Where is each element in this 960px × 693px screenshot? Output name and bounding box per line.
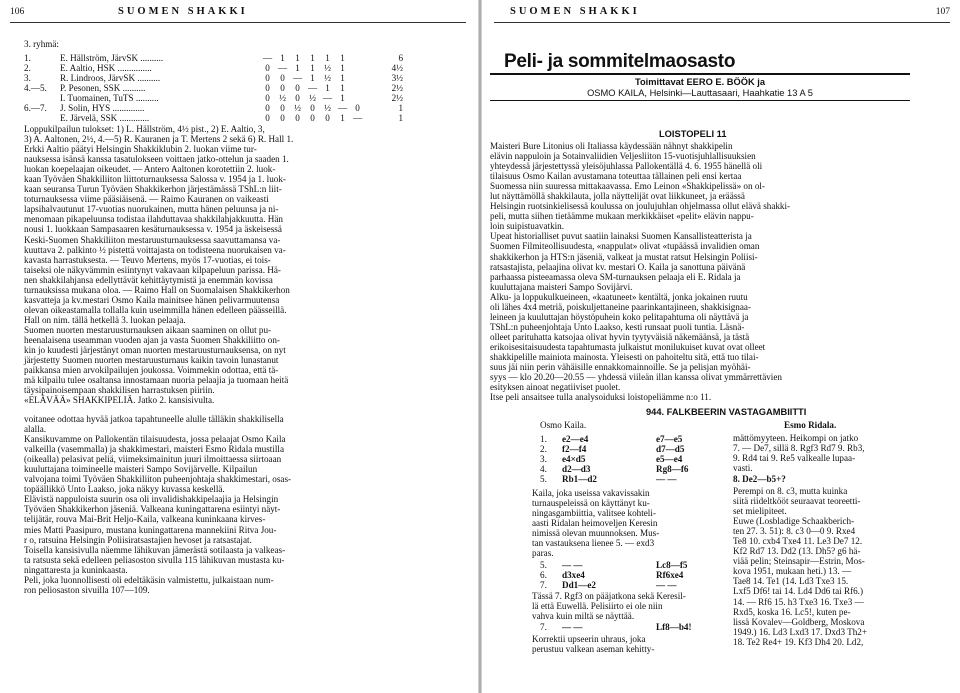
text-line: Loppukilpailun tulokset: 1) L. Hällström, 4½ pist., 2) E. Aaltio, 3, (24, 124, 265, 134)
player-total: 4½ (391, 63, 403, 74)
text-line: nimissä olevan muunnoksen. Mus- (532, 528, 660, 539)
result-cell: — (277, 63, 288, 74)
group-title: 3. ryhmä: (24, 39, 59, 49)
text-line: Helsingin ruotsinkielisessä koulussa on joulujuhlan ohjelmassa ollut elävä shakki- (490, 201, 791, 212)
result-cell: 0 (265, 63, 270, 74)
text-line: täysipainoisempaan shakkilisen harrastuksen piiriin. (24, 385, 215, 396)
table-row (24, 53, 403, 63)
result-cell: 1 (340, 53, 345, 63)
text-line: shakkipelille mainiota mainosta. Yleisesti on pahoiteltu sitä, että tuo tilai- (490, 351, 759, 362)
text-line: siitä riideltkööt seuraavat teoreetti- (733, 496, 861, 507)
result-cell: 0 (265, 113, 270, 124)
text-line: kaan seuransa Turun Työväen Shakkikerhon järjestämässä TShL:n liit- (24, 184, 282, 195)
text-line: lapsihalvautunut 17-vuotias nuorukainen, mutta hänen peluunsa ja ni- (24, 204, 279, 215)
masthead-rule (490, 100, 910, 101)
white-move: e4×d5 (562, 454, 586, 465)
move-8: 8. De2—b5+? (733, 474, 786, 484)
result-cell: 1 (310, 53, 315, 63)
result-cell: 0 (310, 113, 315, 124)
player-name: E. Järvelä, SSK ............. (60, 113, 150, 124)
move-number: 4. (540, 464, 547, 475)
text-line: set mielipiteet. (733, 506, 787, 517)
text-line: Suomen nuorten mestaruusturnauksen aikaan saaminen on ollut pu- (24, 324, 272, 335)
move-number: 2. (540, 444, 547, 455)
text-line: tan vastauksena lienee 5. — exd3 (532, 538, 655, 549)
move-row (540, 570, 716, 580)
text-line: 7. — De7, sillä 8. Rgf3 Rd7 9. Rb3, (733, 443, 865, 454)
black-move: e7—e5 (656, 434, 683, 444)
black-move: Lf8—b4! (656, 622, 692, 632)
text-line: lut näyttämöllä shakkilauta, jolla näyttelijät ovat liikkuneet, ja eräässä (490, 191, 745, 202)
move-row (540, 464, 716, 474)
player-name: P. Pesonen, SSK .......... (60, 83, 146, 94)
move-number: 3. (540, 454, 547, 465)
text-line: kavasta harrastuksesta. — Teuvo Mertens, myös 17-vuotias, ei tois- (24, 254, 271, 265)
text-line: Toisella kansisivulla näemme lähikuvan jämerästä sotilaasta ja valkeas- (24, 544, 286, 555)
text-line: topäällikkö Unto Laakso, joka näkyy kuvassa keskellä. (24, 484, 225, 495)
text-line: Tae8 14. Te1 (14. Ld3 Txe3 15. (733, 576, 849, 587)
black-player: Esmo Ridala. (784, 420, 837, 430)
text-line: turnauksissa mukana oloa. — Raimo Hall on Suomalaisen Shakkikerhon (24, 284, 290, 295)
result-cell: ½ (324, 103, 331, 114)
game-notes (532, 634, 722, 654)
text-line: valkeilla (vasemmalla) ja shakkimestari, maisteri Esmo Ridala mustilla (24, 444, 284, 455)
result-cell: 1 (325, 53, 330, 63)
text-line: 9. Rd4 tai 9. Re5 valkealle lupaa- (733, 453, 856, 464)
text-line: ten 27. 3. 51): 8. c3 0—0 9. Rxe4 (733, 526, 856, 537)
move-row (540, 474, 716, 484)
player-total: 2½ (391, 83, 403, 94)
result-cell: 0 (280, 73, 285, 84)
result-cell: 0 (265, 93, 270, 104)
game-heading: 944. FALKBEERIN VASTAGAMBIITTI (646, 407, 807, 417)
player-total: 1 (398, 103, 403, 114)
move-row (540, 454, 716, 464)
right-page (484, 0, 960, 693)
result-cell: 1 (310, 73, 315, 84)
standings-table (24, 53, 403, 123)
text-line: kuuluttajana maisteri Sampo Sovijärvi. (490, 281, 633, 292)
white-move: d2—d3 (562, 464, 591, 475)
result-cell (350, 53, 365, 63)
result-cell (350, 83, 365, 93)
result-cell: 1 (340, 63, 345, 74)
table-row (24, 93, 403, 103)
text-line: tilaisuus Osmo Kailan avustamana toteuttaa tällainen peli ensi kertaa (490, 171, 742, 182)
move-row (540, 560, 716, 570)
page-number: 106 (10, 7, 25, 17)
text-line: nousi 1. luokkaan Sampasaaren kesäturnauksessa v. 1954 ja äskeisessä (24, 224, 282, 235)
text-line: turnauspeleissä on käyttänyt ku- (532, 498, 650, 509)
text-line: Itse peli ansaitsee tulla analysoiduksi loistopeliämme n:o 11. (490, 392, 712, 403)
text-line: ningasgambiittia, valitsee kohteli- (532, 508, 656, 519)
result-cell: ½ (279, 93, 286, 104)
move-number: 1. (540, 434, 547, 444)
right-page-header (484, 0, 960, 24)
result-cell: 0 (355, 103, 360, 114)
text-line: Erkki Aaltio päätyi Helsingin Shakkiklubin 2. luokan viime tur- (24, 144, 257, 155)
result-cell: 0 (295, 83, 300, 94)
text-line: ratsastajista, pelaajina olivat kv. mestari O. Kaila ja sanottuna päivänä (490, 261, 746, 272)
text-line: telijätär, rouva Mai-Brit Heljo-Kaila, valkeana kuninkaana kirves- (24, 514, 266, 525)
table-row (24, 103, 403, 113)
text-line: paras. (532, 548, 554, 559)
analysis-notes (733, 486, 955, 647)
text-line: toturnauksessa viime pääsiäisenä. — Raimo Kauranen on vaikeasti (24, 194, 269, 205)
white-move: Rb1—d2 (562, 474, 597, 485)
result-cell: 1 (310, 63, 315, 74)
black-move: — — (656, 580, 677, 591)
black-move: — — (656, 474, 677, 485)
result-cell: 1 (340, 73, 345, 84)
text-line: perustuu valkean aseman kehitty- (532, 644, 655, 655)
game-notes (532, 488, 722, 558)
game-moves (540, 622, 716, 632)
result-cell: — (337, 103, 348, 114)
text-line: mättömyyteen. Heikompi on jatko (733, 433, 859, 443)
result-cell: 0 (265, 83, 270, 94)
result-cell (350, 73, 365, 83)
player-total: 6 (398, 53, 403, 63)
result-cell: 1 (280, 53, 285, 63)
white-move: — — (562, 622, 583, 632)
move-number: 6. (540, 570, 547, 581)
text-line: kin jo kuudesti järjestänyt oman nuorten mestaruusturnauksensa, on nyt (24, 345, 286, 356)
header-rule (494, 22, 950, 23)
table-row (24, 83, 403, 93)
text-line: luokan koepelaajan oikeudet. — Antero Aaltonen korotettiin 2. luok- (24, 164, 276, 175)
section-heading: «ELÄVÄÄ» SHAKKIPELIÄ. Jatko 2. kansisivulta. (24, 395, 215, 405)
header-rule (10, 22, 466, 23)
game-moves (540, 434, 716, 484)
player-name: I. Tuomainen, TuTS .......... (60, 93, 159, 104)
black-move: Lc8—f5 (656, 560, 688, 570)
text-line: Maisteri Bure Litonius oli Italiassa käydessään nähnyt shakkipelin (490, 141, 733, 151)
book-spine (478, 0, 482, 693)
result-cell (350, 63, 365, 73)
result-cell: — (322, 93, 333, 104)
white-move: Dd1—e2 (562, 580, 596, 591)
text-line: nen shakkilahjansa edellyttävät kehittäytymistä ja enemmän kovissa (24, 274, 273, 285)
table-row (24, 73, 403, 83)
text-line: Kansikuvamme on Pallokentän tilaisuudesta, jossa pelaajat Osmo Kaila (24, 434, 286, 445)
text-line: ta ratsusta sekä edelleen peliasoston sivulla 115 lähikuvan mustasta ku- (24, 554, 285, 565)
text-line: syys — klo 20.20—20.55 — yhdessä viileän illan kanssa olivat ymmärrettävien (490, 372, 782, 383)
move-row (540, 580, 716, 590)
text-line: nauksessa isänsä kanssa tasatulokseen voittaen jatko-ottelun ja saaden 1. (24, 154, 289, 165)
text-line: peli, mutta siihen tietäämme mukaan merkikkäiset «pelit» elävin nappu- (490, 211, 754, 222)
text-line: Kf2 Rd7 13. Dd2 (13. Dh5? g6 hä- (733, 546, 861, 557)
result-cell: 1 (295, 53, 300, 63)
white-move: f2—f4 (562, 444, 587, 455)
result-cell: ½ (324, 63, 331, 74)
result-cell: 0 (265, 73, 270, 84)
text-line: olleet parituhatta katsojaa olivat hyvin tyytyväisiä näkemäänsä, ja tästä (490, 331, 750, 342)
text-line: suus jäi niin perin vähäisille ennakkomainnoille. Se ja pelisjan myöhäi- (490, 362, 751, 373)
player-name: E. Hällström, JärvSK .......... (60, 53, 164, 63)
move-number: 5. (540, 560, 547, 570)
table-row (24, 113, 403, 123)
standing-position: 4.—5. (24, 83, 47, 94)
text-line: voitanee odottaa hyvää jatkoa tapahtuneelle alulle tälläkin shakkilisella (24, 414, 284, 424)
table-row (24, 63, 403, 73)
results-paragraph (24, 124, 454, 395)
text-line: TShL:n puheenjohtaja Unto Laakso, kesti runsaat puoli tuntia. Läsnä- (490, 321, 745, 332)
text-line: esityksen ainoat negatiiviset puolet. (490, 382, 621, 393)
text-line: Hall on nim. tällä hetkellä 3. luokan pelaaja. (24, 314, 186, 325)
text-line: paikkansa mien arvokilpailujen joukossa. Voimmekin odottaa, että tä- (24, 365, 279, 376)
text-line: 1949.) 16. Ld3 Lxd3 17. Dxd3 Th2+ (733, 626, 867, 637)
text-line: mä kilpailu tulee osaltansa innostamaan nuoria pelaajia ja tuomaan heitä (24, 375, 289, 386)
standing-position: 2. (24, 63, 31, 74)
text-line: Rxd5, koska 16. Lc5!, kuten pe- (733, 606, 851, 617)
text-line: 3) A. Aaltonen, 2½, 4.—5) R. Kauranen ja T. Mertens 2 sekä 6) R. Hall 1. (24, 134, 294, 145)
cover-story-paragraph (24, 414, 454, 595)
result-cell: 1 (325, 83, 330, 94)
running-title: SUOMEN SHAKKI (510, 6, 640, 17)
text-line: yhteydessä järjestettyssä yleisöjuhlassa Pallokentällä 4. 6. 1955 hänellä oli (490, 161, 763, 172)
result-cell: — (307, 83, 318, 94)
text-line: heenalaisena useamman vuoden ajan ja vasta Suomen Shakkiliitto on- (24, 334, 280, 345)
player-total: 3½ (391, 73, 403, 84)
text-line: kuuluttajana toimineelle maisteri Sampo Sovijärvelle. Kilpailun (24, 464, 258, 475)
player-name: R. Lindroos, JärvSK .......... (60, 73, 161, 84)
result-cell: ½ (294, 103, 301, 114)
text-line: Tässä 7. Rgf3 on pääjatkona sekä Keresil- (532, 591, 686, 601)
standing-position: 6.—7. (24, 103, 47, 114)
result-cell: 1 (340, 83, 345, 94)
white-player: Osmo Kaila. (540, 420, 587, 430)
white-move: e2—e4 (562, 434, 589, 444)
result-cell: 0 (295, 93, 300, 104)
text-line: viää pelin; Steinsapir—Estrin, Mos- (733, 556, 865, 567)
player-total: 2½ (391, 93, 403, 104)
left-page (0, 0, 476, 693)
text-line: menomaan pikapeluunsa todistaa ilahduttavaa shakkilahjakkuutta. Hän (24, 214, 283, 225)
text-line: Te8 10. cxb4 Txe4 11. Le3 De7 12. (733, 536, 863, 547)
text-line: lissä Kovalev—Goldberg, Moskova (733, 616, 865, 627)
text-line: ningattaresta ja kuninkaasta. (24, 564, 128, 575)
text-line: 14. — Rf6 15. h3 Txe3 16. Txe3 — (733, 596, 864, 607)
text-line: Upeat historialliset puvut saatiin lainaksi Suomen Kansallisteatterista ja (490, 231, 752, 242)
section-title: Peli- ja sommitelmaosasto (504, 51, 736, 72)
text-line: Elävistä nappuloista suurin osa oli invalidishakkipelaajia ja Helsingin (24, 494, 279, 505)
text-line: järjestetty Suomen nuorten mestaruusturnaus kaikin tavoin lunastanut (24, 355, 279, 366)
text-line: alalla. (24, 424, 47, 435)
move-row (540, 434, 716, 444)
move-number: 5. (540, 474, 547, 485)
text-line: kaan Työväen Shakkiliiton liittoturnauksessa Salossa v. 1954 ja 1. luok- (24, 174, 286, 185)
text-line: taiseksi ole näkyvämmin esiintynyt vakavaan kilpapeluun parissa. Hä- (24, 264, 281, 275)
result-cell: ½ (324, 73, 331, 84)
text-line: Euwe (Losbladige Schaakberich- (733, 516, 855, 527)
text-line: Kaila, joka useissa vakavissakin (532, 488, 650, 498)
move-number: 7. (540, 580, 547, 591)
text-line: Suomen Filmiteollisuudesta, «nappulat» olivat «tupäässä invalidien oman (490, 241, 760, 252)
text-line: ron peliosaston sivuilla 107—109. (24, 584, 150, 595)
standing-position: 1. (24, 53, 31, 63)
text-line: vasti. (733, 463, 753, 474)
result-cell: — (262, 53, 273, 63)
black-move: Rf6xe4 (656, 570, 684, 581)
text-line: olevan oikeastamalla tollalla kuin useimmilla hänen edelleen päässeillä. (24, 304, 287, 315)
text-line: aasti Ridalan heimoveljen Keresin (532, 518, 658, 529)
running-title: SUOMEN SHAKKI (118, 6, 248, 17)
black-move: Rg8—f6 (656, 464, 689, 475)
result-cell: 0 (310, 103, 315, 114)
white-move: d3xe4 (562, 570, 585, 581)
result-cell: — (352, 113, 363, 124)
text-line: leineen ja kuuluttajan höystöpuhein koko pelitapahtuma oli näyttävä ja (490, 311, 749, 322)
page-number: 107 (935, 7, 950, 17)
text-line: Perempi on 8. c3, mutta kuinka (733, 486, 848, 496)
text-line: kuuttava 2. palkinto ½ pistettä voittajasta on todisteena nuorukaisen va- (24, 244, 286, 255)
result-cell: 0 (280, 113, 285, 124)
section-masthead (490, 52, 910, 101)
feature-paragraph (490, 141, 950, 402)
left-page-header (0, 0, 476, 24)
standing-position: 3. (24, 73, 31, 84)
text-line: loin suipistuavatkin. (490, 221, 565, 232)
player-name: J. Solin, HYS .............. (60, 103, 145, 114)
result-cell: 1 (340, 93, 345, 104)
text-line: valvojana toimi Työväen Shakkiliiton puheenjohtaja shakkimestari, osas- (24, 474, 292, 485)
text-line: elävin nappuloin ja Sotainvaliidien Veljesliiton 15-vuotisjuhlallisuuksien (490, 151, 756, 162)
text-line: Keski-Suomen Shakkiliiton mestaruusturnauksessa saavuttamansa va- (24, 234, 281, 245)
result-cell: 1 (295, 63, 300, 74)
text-line: vahva kuin miltä se näyttää. (532, 611, 635, 622)
black-move: d7—d5 (656, 444, 685, 455)
result-cell: 0 (265, 103, 270, 114)
text-line: kova 1951, mukaan heti.) 13. — (733, 566, 852, 577)
white-move: — — (562, 560, 583, 570)
text-line: kasvatteja ja kv.mestari Osmo Kaila mainitsee hänen pelivarmuutensa (24, 294, 280, 305)
text-line: Suomessa niin suuressa mittakaavassa. Emo Leinon «Shakkipelissä» on ol- (490, 181, 765, 192)
black-move: e5—e4 (656, 454, 683, 465)
result-cell: — (292, 73, 303, 84)
text-line: parhaassa pisteeamassa oleva SM-turnauksen pelaaja eli E. Ridala ja (490, 271, 741, 282)
move-row (540, 622, 716, 632)
move-number: 7. (540, 622, 547, 632)
player-name: E. Aaltio, HSK ............... (60, 63, 152, 74)
player-total: 1 (398, 113, 403, 124)
text-line: Työväen Shakkikerhon jäseniä. Valkeana kuningattarena esiintyi näyt- (24, 504, 281, 515)
masthead-rule (490, 73, 910, 75)
feature-heading: LOISTOPELI 11 (659, 129, 727, 139)
text-line: (oikealla) pelasivat peliä, viimeksimainitun juuri ilmoittaessa siirtoaan (24, 454, 282, 465)
result-cell (350, 93, 365, 103)
text-line: r o, ratsuina Helsingin Poliisiratsastajien hevoset ja ratsastajat. (24, 534, 252, 545)
text-line: Korrektii upseerin uhraus, joka (532, 634, 646, 644)
game-notes (532, 591, 722, 621)
result-cell: 0 (295, 113, 300, 124)
analysis-notes (733, 433, 955, 473)
address-line: OSMO KAILA, Helsinki—Lauttasaari, Haahkatie 13 A 5 (587, 88, 813, 98)
result-cell: ½ (309, 93, 316, 104)
text-line: Alku- ja loppukulkueineen, «kaatuneet» kentältä, jonka jokainen ruutu (490, 291, 748, 302)
result-cell: 1 (340, 113, 345, 124)
standing-position (24, 93, 60, 103)
text-line: lä että Euwellä. Pelisiirto ei ole niin (532, 601, 663, 612)
text-line: oli lähes 4x4 metriä, poiskuljettaneine paarinkantajineen, shakkisignaa- (490, 301, 751, 312)
result-cell: 0 (280, 103, 285, 114)
result-cell: 0 (325, 113, 330, 124)
standing-position (24, 113, 60, 123)
text-line: 18. Te2 Re4+ 19. Kf3 Dh4 20. Ld2, (733, 636, 864, 647)
move-row (540, 444, 716, 454)
text-line: Peli, joka luonnollisesti oli edeltäkäsin valmistettu, julkaistaan num- (24, 574, 274, 585)
editor-line: Toimittavat EERO E. BÖÖK ja (634, 77, 765, 87)
result-cell: 0 (280, 83, 285, 94)
text-line: erikoisesitaisuudesta tapahtumasta julkaistut monilukuiset kuvat ovat olleet (490, 341, 766, 352)
text-line: Lxf5 Df6! tai 14. Ld4 Dd6 tai Rf6.) (733, 586, 864, 597)
game-moves (540, 560, 716, 590)
text-line: shakkikerhon ja HTS:n jäseniä, valkeat ja mustat ratsut Helsingin Poliisi- (490, 251, 758, 262)
text-line: mies Matti Paasipuro, mustana kuningattarena mannekiini Ritva Jou- (24, 524, 277, 535)
